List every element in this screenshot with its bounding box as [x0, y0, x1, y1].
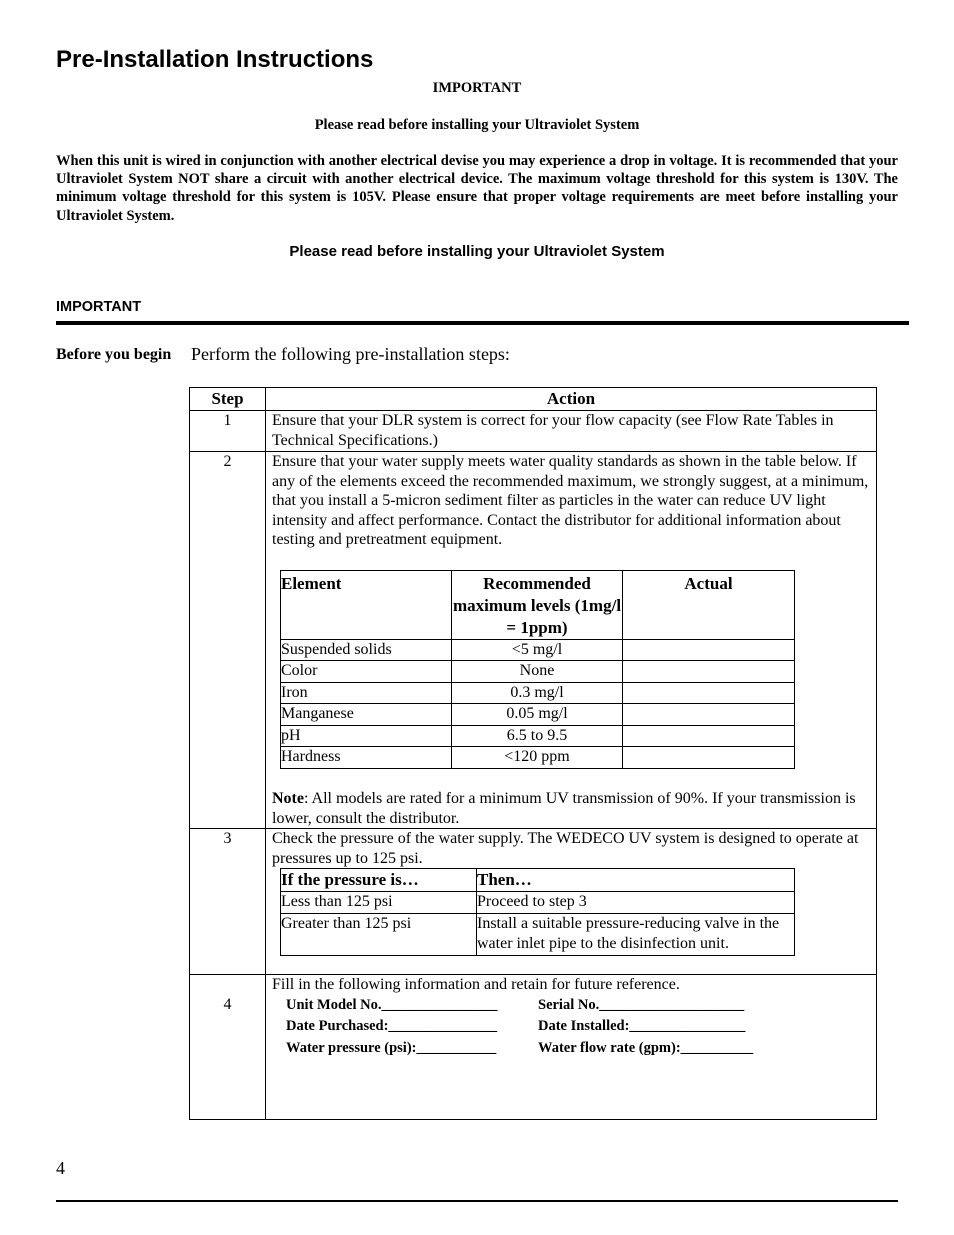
max-level: 0.3 mg/l [452, 682, 623, 704]
note-label: Note [272, 789, 304, 807]
unit-model-field[interactable]: Unit Model No.________________ [286, 996, 498, 1013]
step-text: Fill in the following information and retain for future reference. [272, 976, 680, 994]
step-number: 2 [190, 452, 266, 829]
footer-divider [56, 1200, 898, 1202]
action-column-header: Action [266, 388, 877, 411]
serial-number-field[interactable]: Serial No.____________________ [538, 996, 745, 1013]
table-row [281, 639, 795, 661]
read-notice-secondary: Please read before installing your Ultraviolet System [289, 243, 665, 260]
pressure-condition-header: If the pressure is… [281, 869, 477, 892]
side-heading: Before you begin [56, 346, 172, 363]
element-name: Iron [281, 682, 452, 704]
pressure-action: Proceed to step 3 [477, 892, 795, 914]
read-notice: Please read before installing your Ultraviolet System [314, 117, 640, 133]
pressure-table [280, 868, 795, 956]
pressure-condition: Less than 125 psi [281, 892, 477, 914]
pressure-action: Install a suitable pressure-reducing valve in the water inlet pipe to the disinfection unit. [477, 913, 795, 955]
water-flow-rate-field[interactable]: Water flow rate (gpm):__________ [538, 1039, 754, 1056]
actual-value[interactable] [623, 725, 795, 747]
step-action [266, 975, 877, 1120]
max-level: <120 ppm [452, 747, 623, 769]
step-number: 3 [190, 829, 266, 975]
element-name: Hardness [281, 747, 452, 769]
page-title: Pre-Installation Instructions [56, 46, 374, 73]
max-level: 0.05 mg/l [452, 704, 623, 726]
step-number: 4 [190, 975, 266, 1120]
table-row [281, 725, 795, 747]
max-level: None [452, 661, 623, 683]
water-quality-header [281, 570, 795, 639]
step-row [190, 411, 877, 452]
actual-value[interactable] [623, 704, 795, 726]
element-name: Color [281, 661, 452, 683]
note-text: : All models are rated for a minimum UV transmission of 90%. If your transmission is lower, consult the distributor. [272, 789, 856, 827]
voltage-warning: When this unit is wired in conjunction with another electrical devise you may experience a drop in voltage. It is recommended that your Ultraviolet System NOT share a circuit with another electrical device. The maximum voltage threshold for this system is 130V. The minimum voltage threshold for this system is 105V. Please ensure that proper voltage requirements are meet before installing your Ultraviolet System. [56, 153, 898, 224]
steps-table [189, 387, 877, 1120]
pressure-header [281, 869, 795, 892]
step-row [190, 452, 877, 829]
table-row [281, 747, 795, 769]
water-quality-table [280, 570, 795, 769]
section-divider [56, 321, 909, 325]
element-header: Element [281, 570, 452, 639]
max-level-header: Recommended maximum levels (1mg/l = 1ppm) [452, 570, 623, 639]
step-text: Check the pressure of the water supply. The WEDECO UV system is designed to operate at pressures up to 125 psi. [272, 830, 859, 867]
water-pressure-field[interactable]: Water pressure (psi):___________ [286, 1039, 497, 1056]
important-label: IMPORTANT [56, 299, 142, 315]
steps-header-row [190, 388, 877, 411]
table-row [281, 704, 795, 726]
step-row [190, 975, 877, 1120]
element-name: Manganese [281, 704, 452, 726]
page-number: 4 [56, 1158, 65, 1178]
element-name: Suspended solids [281, 639, 452, 661]
reference-form [286, 995, 870, 1060]
step-text: Ensure that your DLR system is correct for your flow capacity (see Flow Rate Tables in Technical Specifications.) [272, 412, 834, 449]
pressure-condition: Greater than 125 psi [281, 913, 477, 955]
max-level: 6.5 to 9.5 [452, 725, 623, 747]
step-text: Ensure that your water supply meets water quality standards as shown in the table below. If any of the elements exceed the recommended maximum, we strongly suggest, at a minimum, that you install a 5-micron sediment filter as particles in the water can reduce UV light intensity and affect performance. Contact the distributor for additional information about testing and pretreatment equipment. [272, 453, 869, 549]
actual-value[interactable] [623, 639, 795, 661]
step-action [266, 411, 877, 452]
step-column-header: Step [190, 388, 266, 411]
intro-text: Perform the following pre-installation steps: [191, 344, 510, 364]
actual-value[interactable] [623, 682, 795, 704]
pressure-action-header: Then… [477, 869, 795, 892]
date-installed-field[interactable]: Date Installed:________________ [538, 1018, 746, 1035]
note [272, 789, 870, 828]
actual-value[interactable] [623, 661, 795, 683]
step-row [190, 829, 877, 975]
max-level: <5 mg/l [452, 639, 623, 661]
table-row [281, 913, 795, 955]
date-purchased-field[interactable]: Date Purchased:_______________ [286, 1018, 498, 1035]
step-action [266, 829, 877, 975]
element-name: pH [281, 725, 452, 747]
actual-header: Actual [623, 570, 795, 639]
table-row [281, 661, 795, 683]
important-heading: IMPORTANT [432, 80, 522, 96]
table-row [281, 682, 795, 704]
step-number: 1 [190, 411, 266, 452]
actual-value[interactable] [623, 747, 795, 769]
step-action [266, 452, 877, 829]
table-row [281, 892, 795, 914]
